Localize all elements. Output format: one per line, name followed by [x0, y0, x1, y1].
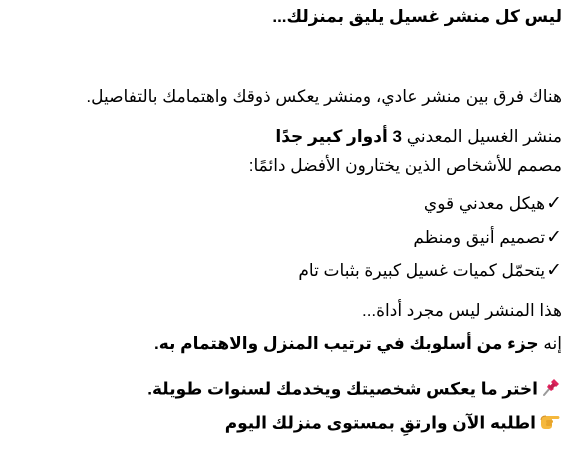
- pushpin-icon: [540, 376, 562, 404]
- designed-for-text: مصمم للأشخاص الذين يختارون الأفضل دائمًا:: [248, 156, 562, 175]
- feature-text: تصميم أنيق ومنظم: [413, 228, 546, 247]
- feature-item: [413, 226, 562, 249]
- not-just-tool-text: هذا المنشر ليس مجرد أداة...: [361, 301, 562, 320]
- pin-text: اختر ما يعكس شخصيتك ويخدمك لسنوات طويلة.: [147, 379, 538, 399]
- style-bold: جزء من أسلوبك في ترتيب المنزل والاهتمام به.: [154, 334, 539, 353]
- intro-text: هناك فرق بين منشر عادي، ومنشر يعكس ذوقك واهتمامك بالتفاصيل.: [86, 87, 562, 106]
- pin-line: [147, 376, 562, 404]
- style-line: [154, 333, 562, 355]
- feature-item: [298, 259, 562, 282]
- product-prefix: منشر الغسيل المعدني: [406, 127, 562, 146]
- check-icon: ✓: [546, 259, 562, 281]
- cta-text: اطلبه الآن وارتقِ بمستوى منزلك اليوم: [224, 413, 536, 433]
- pointing-hand-icon: [538, 410, 562, 438]
- check-icon: ✓: [546, 226, 562, 248]
- cta-line: [225, 410, 562, 438]
- feature-item: [424, 192, 562, 215]
- check-icon: ✓: [546, 192, 562, 214]
- headline: ليس كل منشر غسيل يليق بمنزلك...: [272, 7, 562, 26]
- style-prefix: إنه: [543, 334, 562, 353]
- product-number: 3: [392, 127, 402, 146]
- product-suffix: أدوار كبير جدًا: [275, 127, 388, 146]
- feature-text: هيكل معدني قوي: [423, 194, 546, 213]
- product-title: [275, 126, 562, 148]
- feature-text: يتحمّل كميات غسيل كبيرة بثبات تام: [298, 261, 546, 280]
